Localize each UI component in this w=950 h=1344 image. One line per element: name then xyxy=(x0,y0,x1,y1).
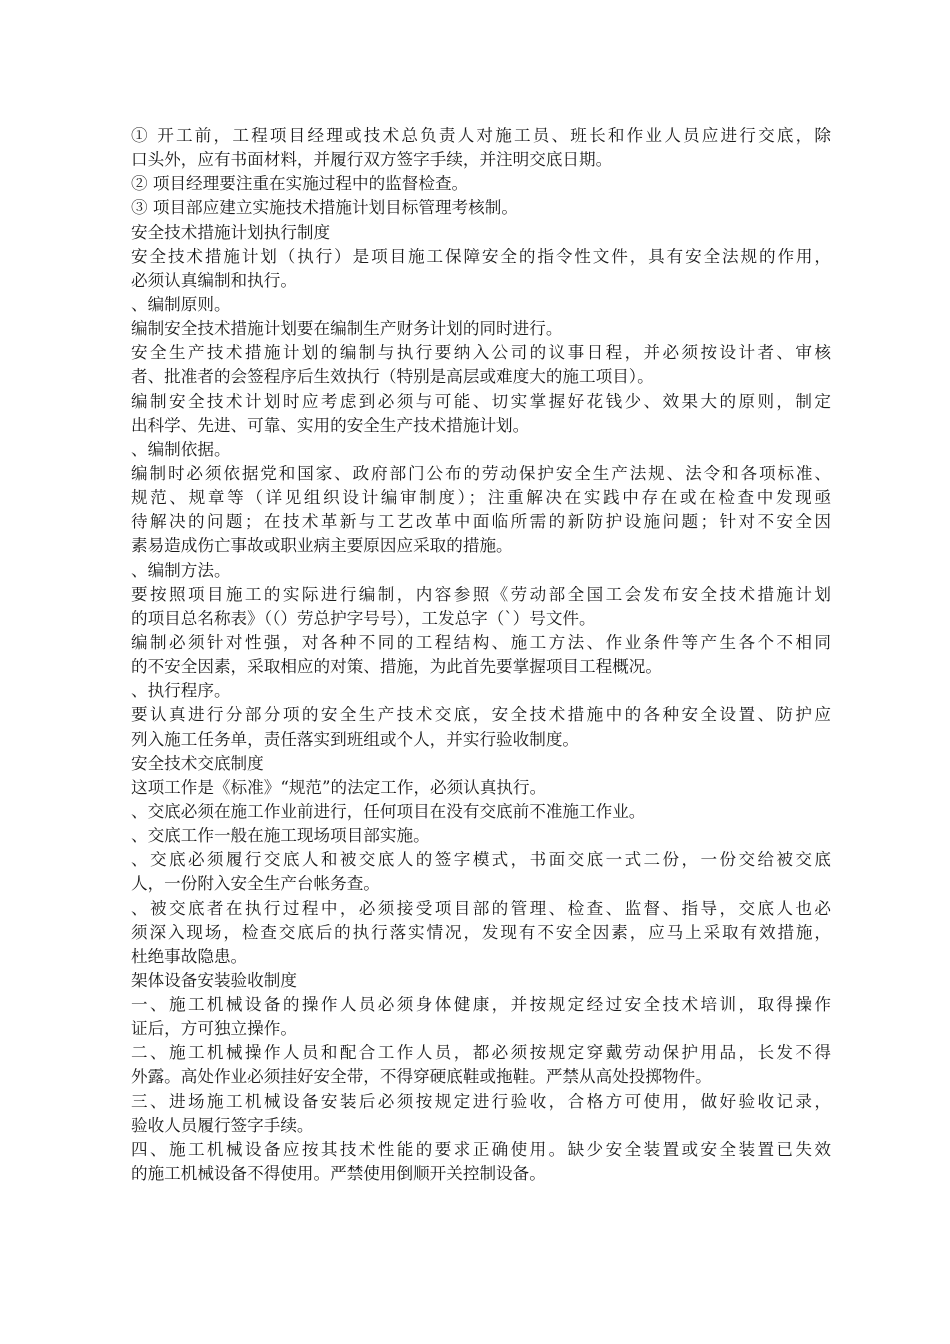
document-page xyxy=(131,124,831,1186)
text-line: 、交底必须履行交底人和被交底人的签字模式，书面交底一式二份，一份交给被交底 xyxy=(131,850,831,870)
text-line: 出科学、先进、可靠、实用的安全生产技术措施计划。 xyxy=(131,415,530,435)
text-line: 素易造成伤亡事故或职业病主要原因应采取的措施。 xyxy=(131,536,513,556)
text-line: ② 项目经理要注重在实施过程中的监督检查。 xyxy=(131,174,469,194)
text-line: 架体设备安装验收制度 xyxy=(131,970,297,990)
text-line: 、执行程序。 xyxy=(131,681,231,701)
text-line: 、编制方法。 xyxy=(131,560,231,580)
text-line: 必须认真编制和执行。 xyxy=(131,270,297,290)
text-line: 证后，方可独立操作。 xyxy=(131,1019,297,1039)
text-line: 四、施工机械设备应按其技术性能的要求正确使用。缺少安全装置或安全装置已失效 xyxy=(131,1139,831,1159)
text-line: 、编制原则。 xyxy=(131,294,231,314)
text-line: 者、批准者的会签程序后生效执行（特别是高层或难度大的施工项目）。 xyxy=(131,367,654,387)
text-line: 杜绝事故隐患。 xyxy=(131,946,248,966)
text-line: 安全技术措施计划执行制度 xyxy=(131,222,331,242)
text-line: 口头外，应有书面材料，并履行双方签字手续，并注明交底日期。 xyxy=(131,150,613,170)
text-line: 编制必须针对性强，对各种不同的工程结构、施工方法、作业条件等产生各个不相同 xyxy=(131,632,831,652)
text-line: 、被交底者在执行过程中，必须接受项目部的管理、检查、监督、指导，交底人也必 xyxy=(131,898,831,918)
text-line: 这项工作是《标准》“规范”的法定工作，必须认真执行。 xyxy=(131,777,547,797)
text-line: 编制安全技术措施计划要在编制生产财务计划的同时进行。 xyxy=(131,319,563,339)
text-line: 外露。高处作业必须挂好安全带，不得穿硬底鞋或拖鞋。严禁从高处投掷物件。 xyxy=(131,1067,712,1087)
text-line: 、编制依据。 xyxy=(131,439,231,459)
text-line: 须深入现场，检查交底后的执行落实情况，发现有不安全因素，应马上采取有效措施， xyxy=(131,922,831,942)
text-line: 编制安全技术计划时应考虑到必须与可能、切实掌握好花钱少、效果大的原则，制定 xyxy=(131,391,831,411)
text-line: 的项目总名称表》（（）劳总护字号号），工发总字（`）号文件。 xyxy=(131,608,596,628)
text-line: 编制时必须依据党和国家、政府部门公布的劳动保护安全生产法规、法令和各项标准、 xyxy=(131,463,831,483)
text-line: 待解决的问题；在技术革新与工艺改革中面临所需的新防护设施问题；针对不安全因 xyxy=(131,512,831,532)
text-line: 二、施工机械操作人员和配合工作人员，都必须按规定穿戴劳动保护用品，长发不得 xyxy=(131,1043,831,1063)
text-line: 三、进场施工机械设备安装后必须按规定进行验收，合格方可使用，做好验收记录， xyxy=(131,1091,831,1111)
text-line: 的不安全因素，采取相应的对策、措施，为此首先要掌握项目工程概况。 xyxy=(131,657,662,677)
text-line: ③ 项目部应建立实施技术措施计划目标管理考核制。 xyxy=(131,198,518,218)
text-line: 、交底必须在施工作业前进行，任何项目在没有交底前不准施工作业。 xyxy=(131,801,646,821)
text-line: 安全技术措施计划（执行）是项目施工保障安全的指令性文件，具有安全法规的作用， xyxy=(131,246,831,266)
text-line: 规范、规章等（详见组织设计编审制度）；注重解决在实践中存在或在检查中发现亟 xyxy=(131,488,831,508)
text-line: 的施工机械设备不得使用。严禁使用倒顺开关控制设备。 xyxy=(131,1164,546,1184)
text-line: 、交底工作一般在施工现场项目部实施。 xyxy=(131,826,430,846)
text-line: 要按照项目施工的实际进行编制，内容参照《劳动部全国工会发布安全技术措施计划 xyxy=(131,584,831,604)
text-line: 验收人员履行签字手续。 xyxy=(131,1115,314,1135)
text-line: 要认真进行分部分项的安全生产技术交底，安全技术措施中的各种安全设置、防护应 xyxy=(131,705,831,725)
text-line: ① 开工前，工程项目经理或技术总负责人对施工员、班长和作业人员应进行交底，除 xyxy=(131,126,831,145)
text-line: 列入施工任务单，责任落实到班组或个人，并实行验收制度。 xyxy=(131,729,580,749)
text-line: 一、施工机械设备的操作人员必须身体健康，并按规定经过安全技术培训，取得操作 xyxy=(131,995,831,1015)
text-line: 人，一份附入安全生产台帐务查。 xyxy=(131,874,380,894)
text-line: 安全生产技术措施计划的编制与执行要纳入公司的议事日程，并必须按设计者、审核 xyxy=(131,343,831,363)
text-line: 安全技术交底制度 xyxy=(131,753,264,773)
